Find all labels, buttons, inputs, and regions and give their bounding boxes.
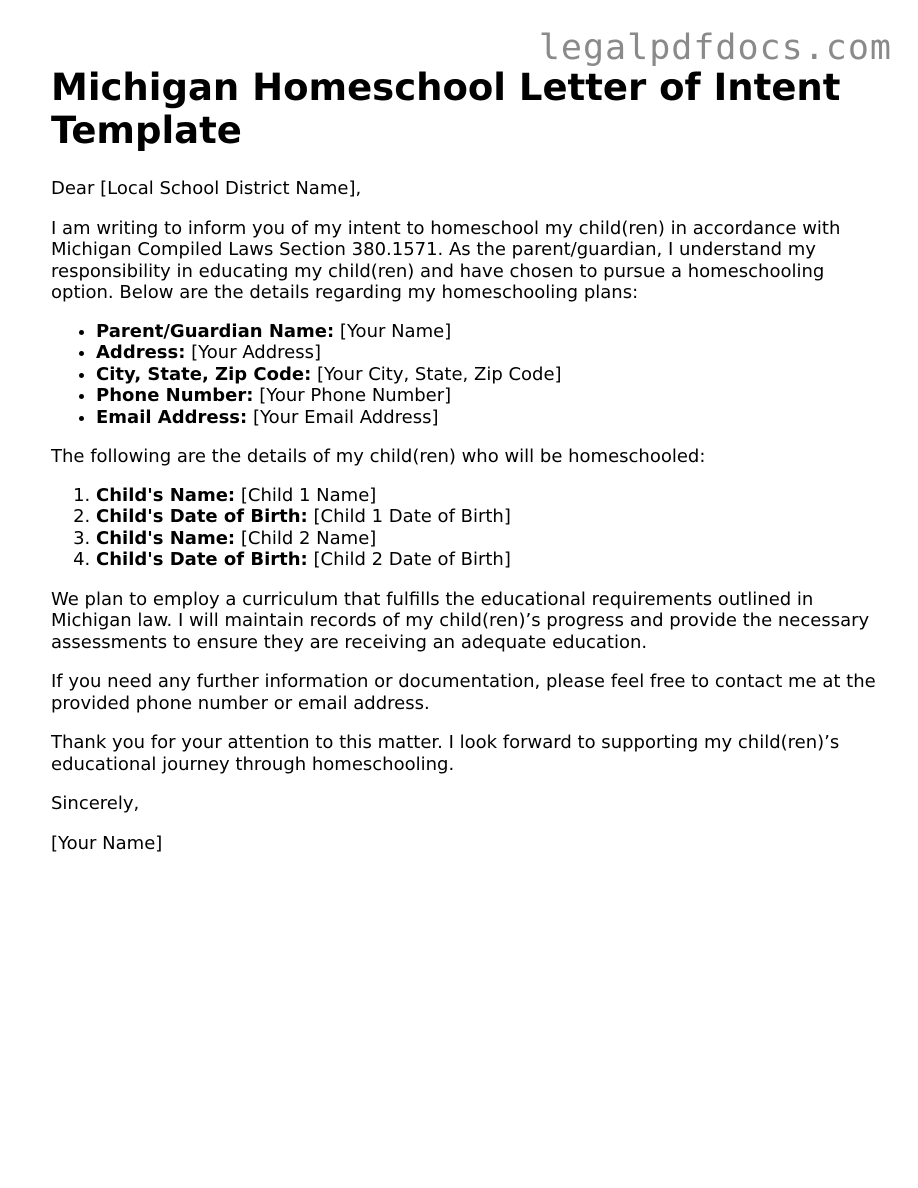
field-value: [Your Name] xyxy=(334,320,452,342)
field-label: Child's Name: xyxy=(96,484,236,506)
field-value: [Child 2 Name] xyxy=(235,527,377,549)
list-item-city-state-zip xyxy=(96,364,881,386)
children-intro: The following are the details of my child(ren) who will be homeschooled: xyxy=(51,446,706,467)
list-item-child1-name xyxy=(96,485,881,507)
watermark: legalpdfdocs.com xyxy=(538,28,892,68)
field-value: [Your City, State, Zip Code] xyxy=(311,363,562,385)
field-label: Phone Number: xyxy=(96,385,254,406)
field-value: [Your Address] xyxy=(185,342,322,363)
children-details-list xyxy=(51,485,881,571)
field-label: Parent/Guardian Name: xyxy=(96,320,335,342)
list-item-child2-dob xyxy=(96,549,881,571)
contact-paragraph: If you need any further information or documentation, please feel free to contact me at the provided phone number or email address. xyxy=(51,671,876,714)
field-label: City, State, Zip Code: xyxy=(96,363,312,385)
field-label: Child's Date of Birth: xyxy=(96,506,308,527)
thanks-paragraph: Thank you for your attention to this matter. I look forward to supporting my child(ren)’s educational journey through homeschooling. xyxy=(51,732,840,775)
list-item-parent-name xyxy=(96,321,881,343)
intro-paragraph: I am writing to inform you of my intent to homeschool my child(ren) in accordance with Michigan Compiled Laws Section 380.1571. As the parent/guardian, I understand my responsibility in educating my child(ren) and have chosen to pursue a homeschooling option. Below are the details regarding my homeschooling plans: xyxy=(51,217,841,303)
list-item-phone xyxy=(96,385,881,407)
greeting: Dear [Local School District Name], xyxy=(51,178,362,199)
field-label: Email Address: xyxy=(96,406,248,428)
field-value: [Child 1 Date of Birth] xyxy=(307,506,511,527)
field-value: [Child 2 Date of Birth] xyxy=(307,549,511,570)
parent-details-list xyxy=(51,321,881,429)
field-value: [Your Email Address] xyxy=(247,406,439,428)
curriculum-paragraph: We plan to employ a curriculum that fulfills the educational requirements outlined in Michigan law. I will maintain records of my child(ren)’s progress and provide the necessary assessments to ensure they are receiving an adequate education. xyxy=(51,588,870,653)
page-title: Michigan Homeschool Letter of Intent Template xyxy=(51,66,841,152)
list-item-address xyxy=(96,342,881,364)
list-item-child1-dob xyxy=(96,506,881,528)
field-value: [Child 1 Name] xyxy=(235,484,377,506)
field-label: Child's Name: xyxy=(96,527,236,549)
list-item-email xyxy=(96,407,881,429)
closing: Sincerely, xyxy=(51,793,140,814)
field-value: [Your Phone Number] xyxy=(253,385,452,406)
list-item-child2-name xyxy=(96,528,881,550)
signature: [Your Name] xyxy=(51,832,163,854)
field-label: Child's Date of Birth: xyxy=(96,549,308,570)
letter-document xyxy=(51,66,881,854)
field-label: Address: xyxy=(96,342,186,363)
